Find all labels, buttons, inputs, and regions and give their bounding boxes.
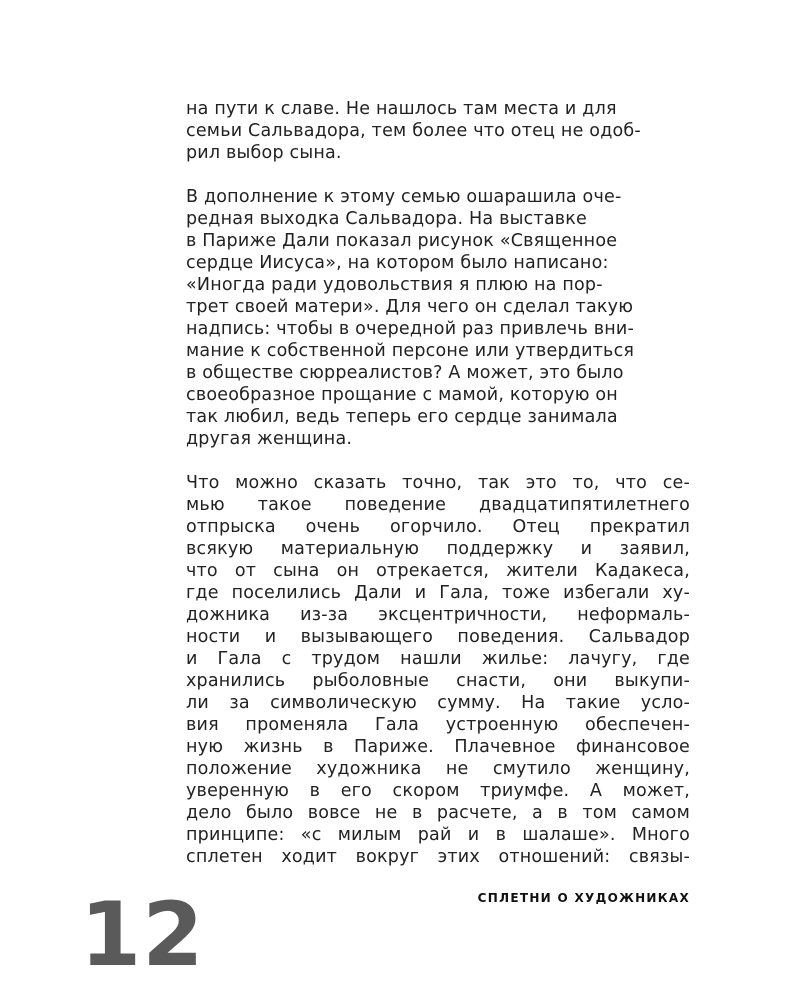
text-line: В дополнение к этому семью ошарашила оче- xyxy=(186,187,622,207)
page-number: 12 xyxy=(80,883,205,986)
text-line: трет своей матери». Для чего он сделал такую xyxy=(186,297,634,317)
text-line: и Гала с трудом нашли жилье: лачугу, где xyxy=(186,649,690,669)
text-line: положение художника не смутило женщину, xyxy=(186,759,690,779)
paragraph-1 xyxy=(186,98,690,164)
text-line: где поселились Дали и Гала, тоже избегали ху- xyxy=(186,583,690,603)
text-line: хранились рыболовные снасти, они выкупи- xyxy=(186,671,690,691)
text-line: мью такое поведение двадцатипятилетнего xyxy=(186,495,690,515)
text-line: принципе: «с милым рай и в шалаше». Много xyxy=(186,825,690,845)
text-line: дожника из-за эксцентричности, неформаль- xyxy=(186,605,690,625)
text-line: отпрыска очень огорчило. Отец прекратил xyxy=(186,517,690,537)
text-line: что от сына он отрекается, жители Кадакеса, xyxy=(186,561,690,581)
running-header: СПЛЕТНИ О ХУДОЖНИКАХ xyxy=(477,891,690,905)
text-line: редная выходка Сальвадора. На выставке xyxy=(186,209,587,229)
text-line: сплетен ходит вокруг этих отношений: связы- xyxy=(186,847,690,867)
text-line: «Иногда ради удовольствия я плюю на пор- xyxy=(186,275,603,295)
text-line: так любил, ведь теперь его сердце занимала xyxy=(186,407,618,427)
text-line: уверенную в его скором триумфе. А может, xyxy=(186,781,690,801)
text-line: ности и вызывающего поведения. Сальвадор xyxy=(186,627,690,647)
text-line: семьи Сальвадора, тем более что отец не одоб- xyxy=(186,121,641,141)
text-line: ли за символическую сумму. На такие усло- xyxy=(186,693,690,713)
text-line: ную жизнь в Париже. Плачевное финансовое xyxy=(186,737,690,757)
text-line: в Париже Дали показал рисунок «Священное xyxy=(186,231,618,251)
text-line: другая женщина. xyxy=(186,429,353,449)
text-line: на пути к славе. Не нашлось там места и для xyxy=(186,99,617,119)
body-text xyxy=(186,98,690,890)
text-line: своеобразное прощание с мамой, которую он xyxy=(186,385,618,405)
text-line: рил выбор сына. xyxy=(186,143,342,163)
text-line: надпись: чтобы в очередной раз привлечь вни- xyxy=(186,319,634,339)
text-line: вия променяла Гала устроенную обеспечен- xyxy=(186,715,690,735)
text-line: дело было вовсе не в расчете, а в том самом xyxy=(186,803,690,823)
text-line: сердце Иисуса», на котором было написано: xyxy=(186,253,609,273)
paragraph-2 xyxy=(186,186,690,450)
text-line: всякую материальную поддержку и заявил, xyxy=(186,539,690,559)
paragraph-3 xyxy=(186,472,690,868)
text-line: Что можно сказать точно, так это то, что се- xyxy=(186,473,690,493)
text-line: мание к собственной персоне или утвердиться xyxy=(186,341,635,361)
text-line: в обществе сюрреалистов? А может, это было xyxy=(186,363,624,383)
